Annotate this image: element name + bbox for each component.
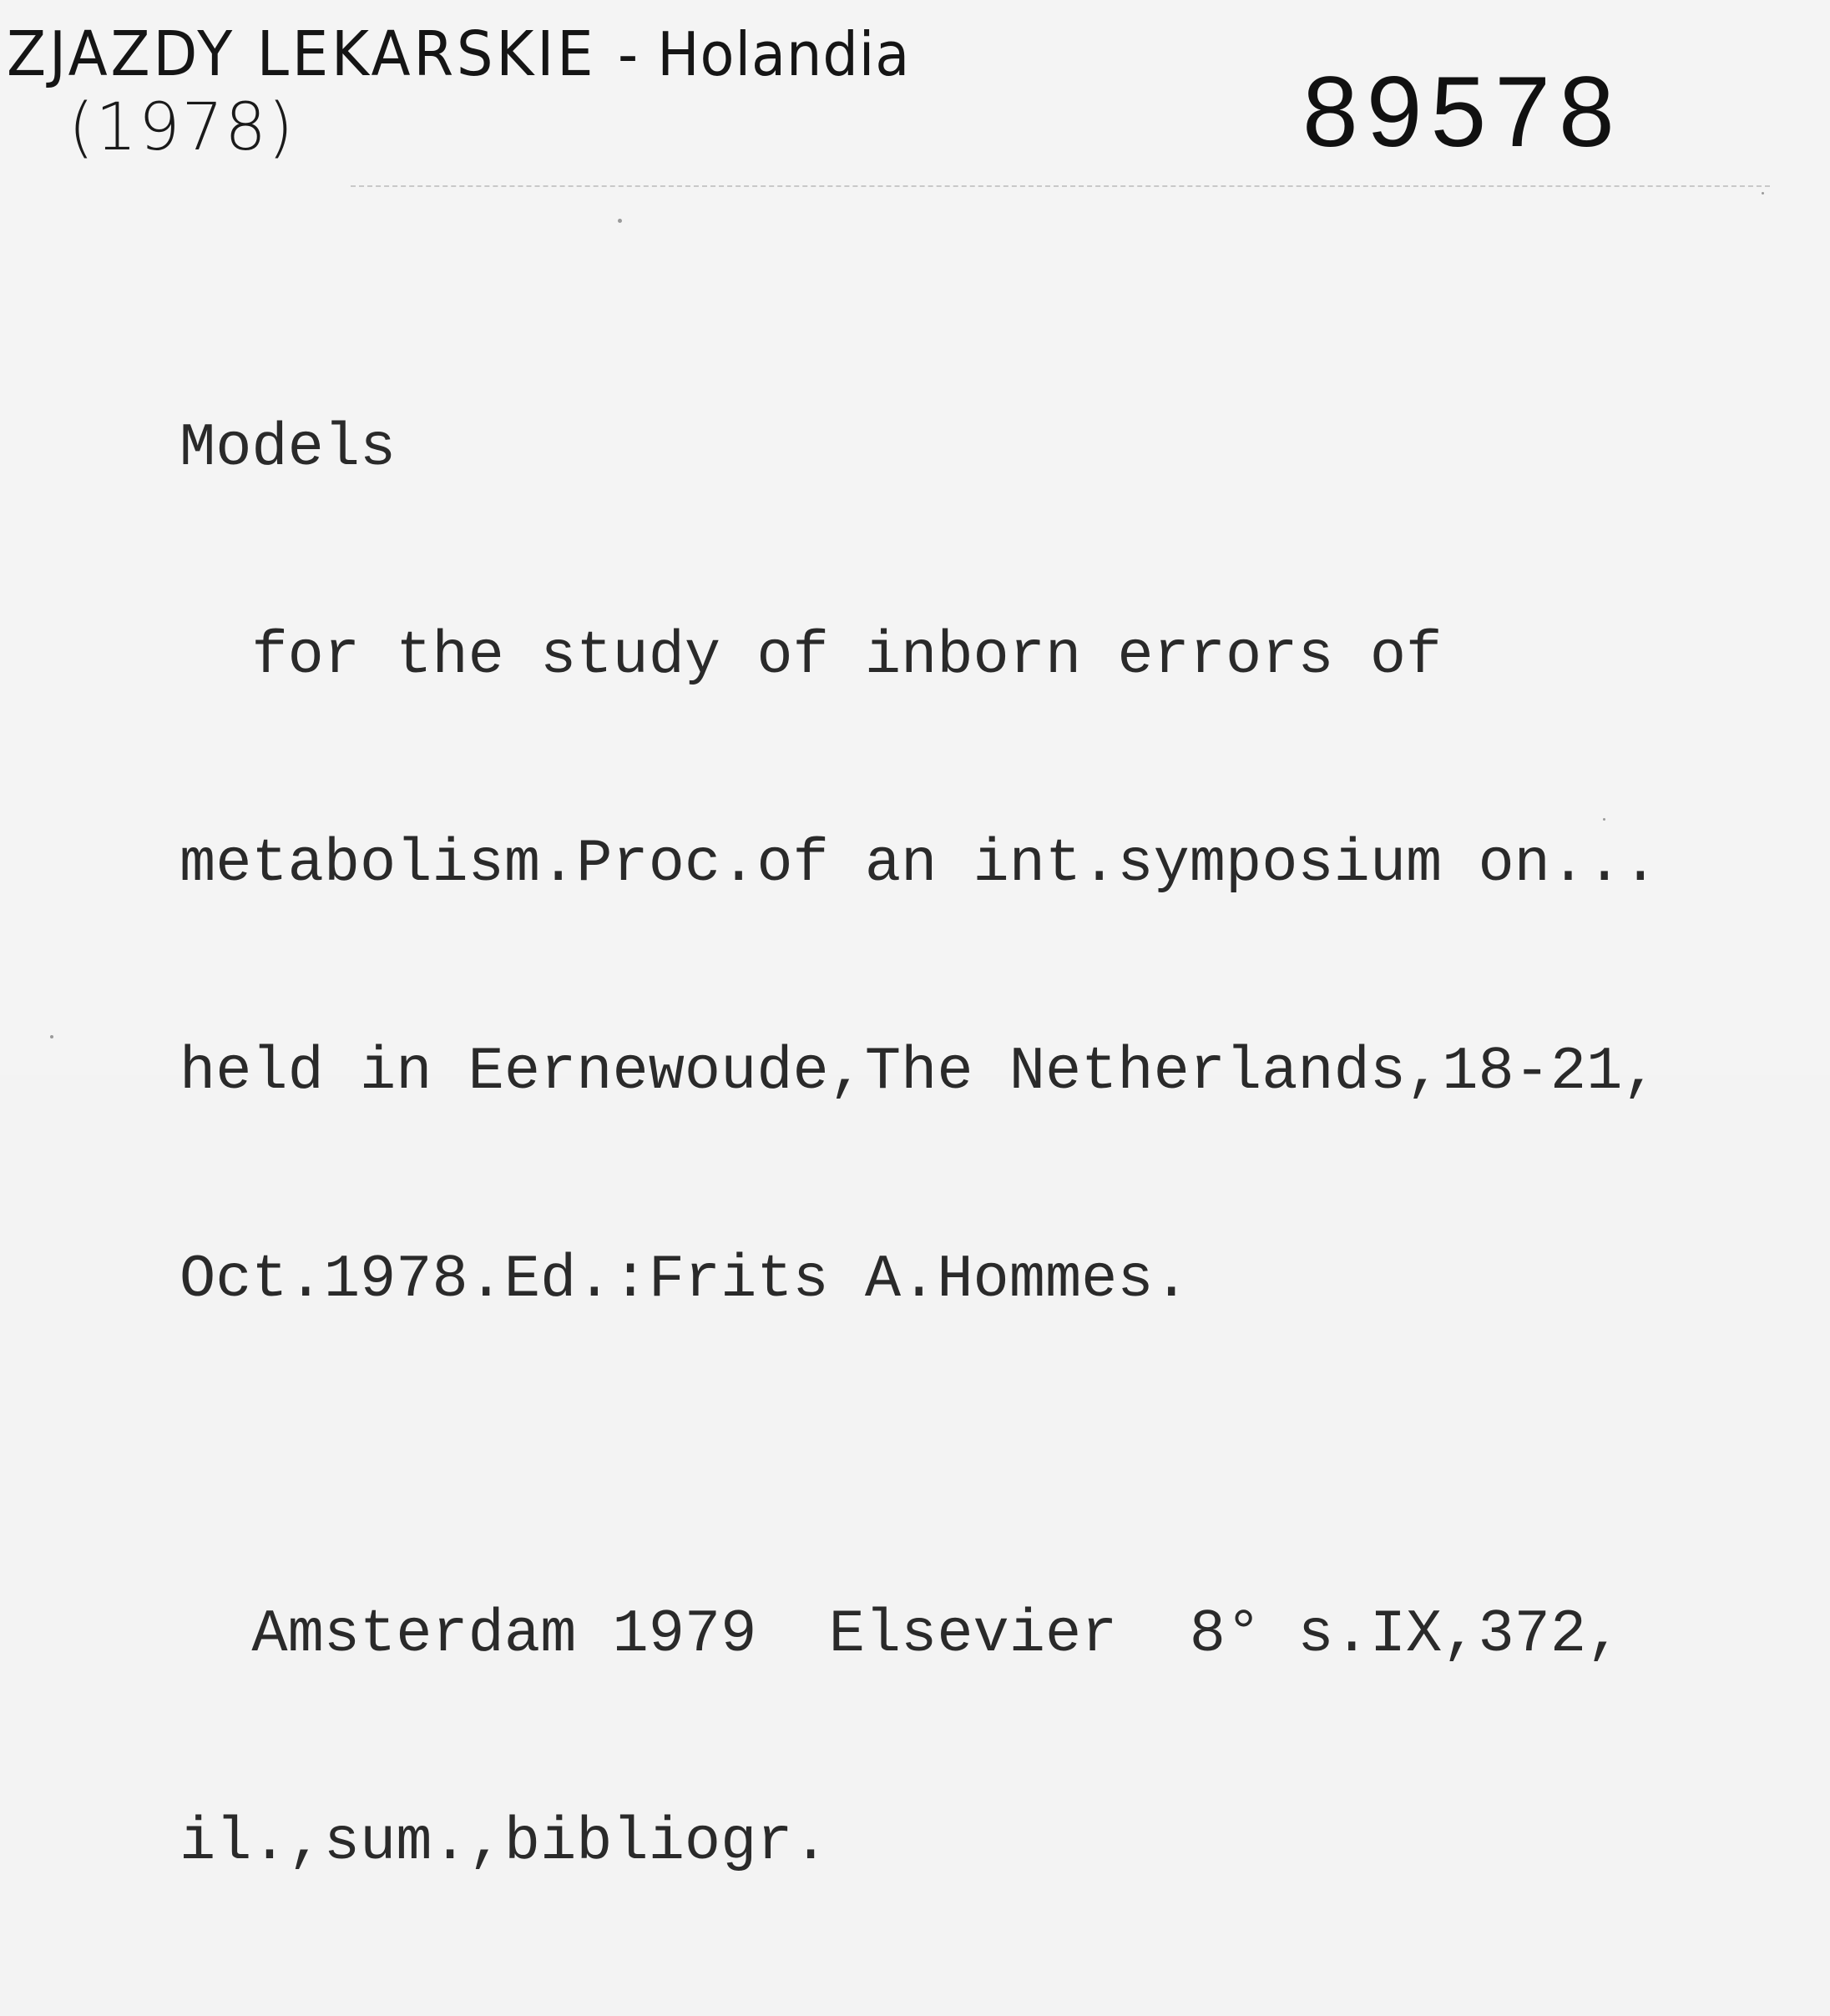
- country-heading: - Holandia: [617, 19, 911, 89]
- call-number: 89578: [1302, 56, 1623, 168]
- paper-speck: [618, 219, 622, 223]
- entry-spacer: [179, 1453, 1659, 1462]
- bibliographic-entry: [179, 275, 1659, 2016]
- imprint-line: Amsterdam 1979 Elsevier 8° s.IX,372,: [179, 1600, 1623, 1669]
- entry-line: Oct.1978.Ed.:Frits A.Hommes.: [179, 1245, 1190, 1314]
- paper-speck: [1762, 192, 1764, 195]
- entry-title: Models: [179, 414, 397, 483]
- paper-speck: [50, 1035, 53, 1038]
- handwritten-year: (1978): [68, 90, 296, 165]
- paper-speck: [1603, 818, 1605, 821]
- entry-line: for the study of inborn errors of: [179, 622, 1443, 690]
- divider-line: [351, 185, 1770, 187]
- entry-line: metabolism.Proc.of an int.symposium on...: [179, 830, 1659, 898]
- subject-heading: ZJAZDY LEKARSKIE: [7, 18, 597, 90]
- entry-line: held in Eernewoude,The Netherlands,18-21,: [179, 1038, 1659, 1106]
- collation-line: il.,sum.,bibliogr.: [179, 1808, 829, 1877]
- card-heading: [7, 18, 910, 90]
